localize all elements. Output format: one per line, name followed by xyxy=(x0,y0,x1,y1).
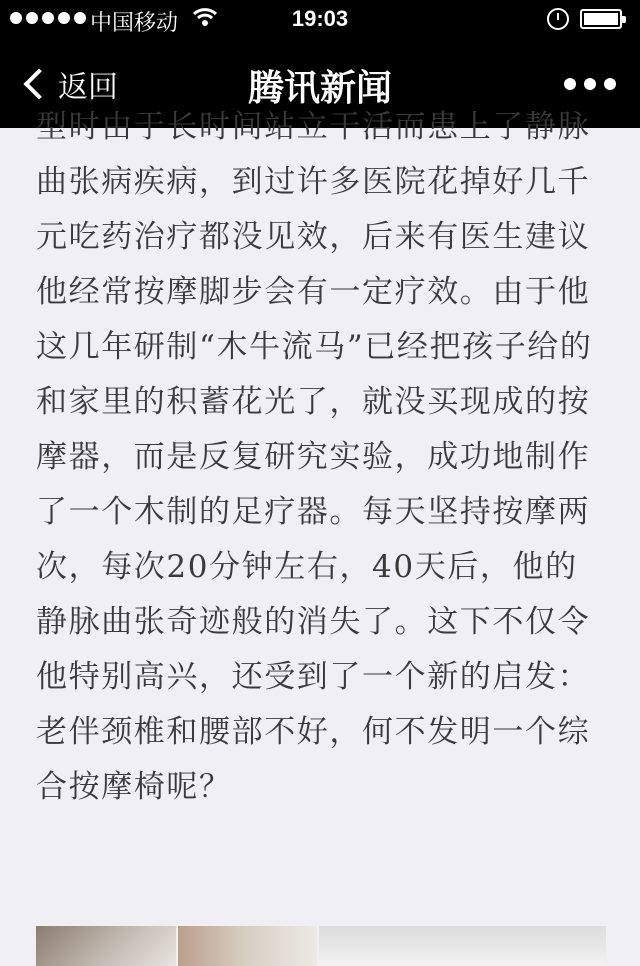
battery-icon xyxy=(580,9,622,29)
more-dots-icon xyxy=(564,78,576,90)
article-paragraph: 型时由于长时间站立干活而患上了静脉曲张病疾病，到过许多医院花掉好几千元吃药治疗都没见效，后来有医生建议他经常按摩脚步会有一定疗效。由于他这几年研制“木牛流马”已经把孩子给的和家里的积蓄花光了，就没买现成的按摩器，而是反复研究实验，成功地制作了一个木制的足疗器。每天坚持按摩两次，每次20分钟左右，40天后，他的静脉曲张奇迹般的消失了。这下不仅令他特别高兴，还受到了一个新的启发：老伴颈椎和腰部不好，何不发明一个综合按摩椅呢？ xyxy=(36,109,593,805)
page-title: 腾讯新闻 xyxy=(247,68,392,109)
status-bar xyxy=(0,0,640,40)
status-time: 19:03 xyxy=(291,6,349,31)
image-part xyxy=(319,926,606,966)
carrier-name: 中国移动 xyxy=(90,10,179,35)
more-options-button[interactable] xyxy=(564,78,616,90)
back-label: 返回 xyxy=(58,70,118,105)
article-image[interactable] xyxy=(36,926,606,966)
article-content[interactable] xyxy=(0,109,640,960)
image-part xyxy=(178,926,318,966)
alarm-icon xyxy=(547,8,569,30)
image-part xyxy=(36,926,176,966)
